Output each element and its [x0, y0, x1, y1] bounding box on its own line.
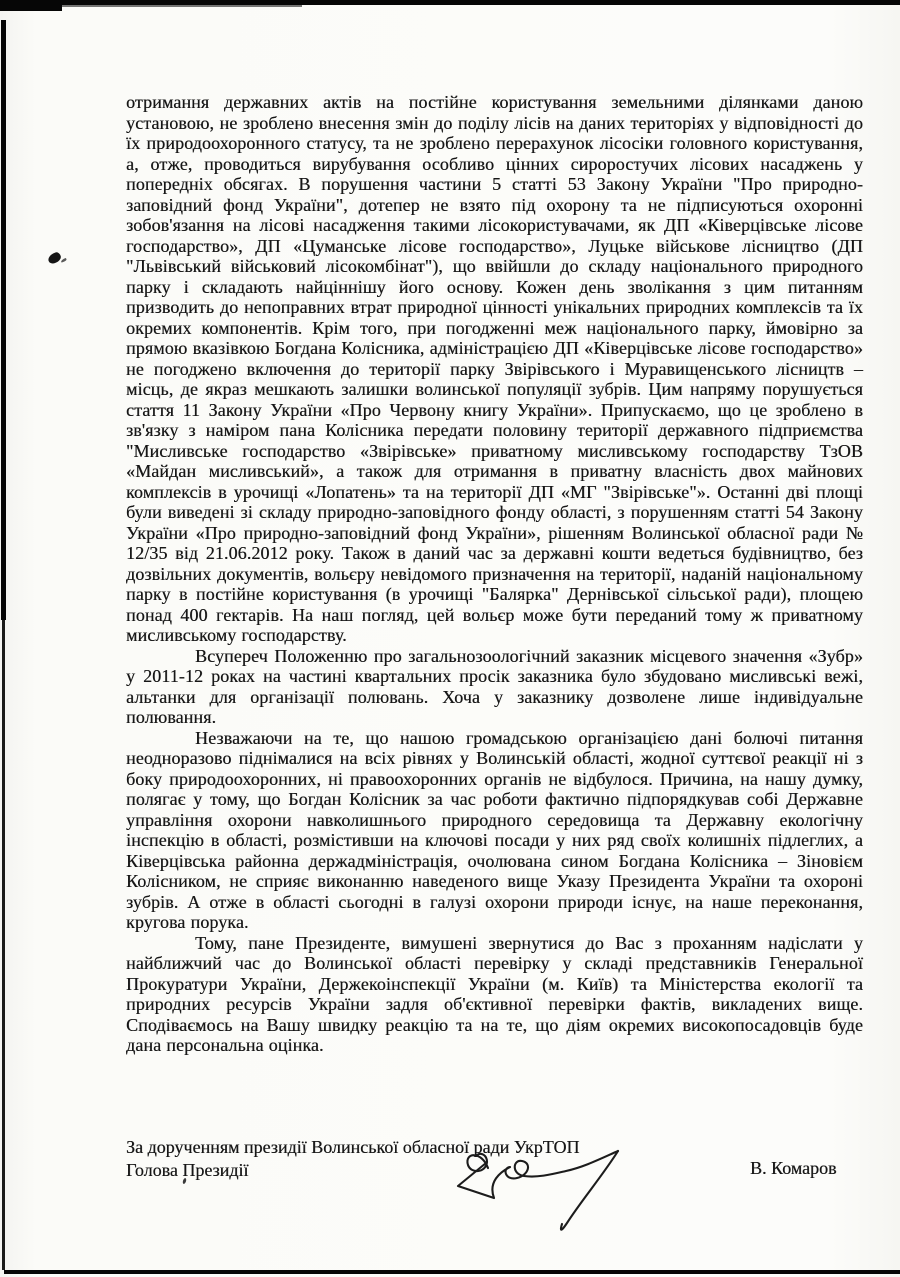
scan-edge-bottom [4, 1270, 900, 1274]
ink-smudge [47, 251, 62, 265]
signer-title: Голова Президії [126, 1160, 249, 1180]
scan-edge-left [1, 20, 6, 620]
scan-edge-top-left-block [0, 0, 62, 11]
scan-edge-top-ragged [62, 5, 302, 7]
paragraph-3: Незважаючи на те, що нашою громадською організацією дані болючі питання неодноразово піднімалися на всіх рівнях у Волинській області, жодної суттєвої реакції ні з боку природоохоронних, ні правоохоронних органів не відбулося. Причина, на нашу думку, полягає у тому, що Богдан Колісник за час роботи фактично підпорядкував собі Державне управління охорони навколишнього природного середовища та Державну екологічну інспекцію в області, розмістивши на ключові посади у них ряд своїх колишніх підлеглих, а Ківерцівська районна держадміністрація, очолювана сином Богдана Колісника – Зіновієм Колісником, не сприяє виконанню наведеного вище Указу Президента України та охороні зубрів. А отже в області сьогодні в галузі охорони природи існує, на наше переконання, кругова порука. [126, 727, 863, 932]
paragraph-4: Тому, пане Президенте, вимушені звернутися до Вас з проханням надіслати у найближчий час до Волинської області перевірку у складі представників Генеральної Прокуратури України, Держекоінспекції України (м. Київ) та Міністерства екології та природних ресурсів України задля об'єктивної перевірки фактів, викладених вище. Сподіваємось на Вашу швидку реакцію та на те, що діям окремих високопосадовців буде дана персональна оцінка. [126, 932, 863, 1055]
signer-name: В. Комаров [750, 1158, 837, 1178]
signature [450, 1146, 635, 1242]
scan-edge-left-thin [2, 612, 5, 1270]
letter-body [126, 92, 863, 1056]
paragraph-1: отримання державних актів на постійне користування земельними ділянками даною установою, не зроблено внесення змін до поділу лісів на даних територіях у відповідності до їх природоохоронного статусу, та не зроблено перерахунок лісосіки головного користування, а, отже, проводиться вирубування особливо цінних сироростучих лісових насаджень у попередніх обсягах. В порушення частини 5 статті 53 Закону України "Про природно-заповідний фонд України", дотепер не взято під охорону та не підписуються охоронні зобов'язання на лісові насадження такими лісокористувачами, як ДП «Ківерцівське лісове господарство», ДП «Цуманське лісове господарство», Луцьке військове лісництво (ДП "Львівський військовий лісокомбінат"), що ввійшли до складу національного природного парку і складають найціннішу його основу. Кожен день зволікання з цим питанням призводить до непоправних втрат природної цінності унікальних природних комплексів та їх окремих компонентів. Крім того, при погодженні меж національного парку, ймовірно за прямою вказівкою Богдана Колісника, адміністрацією ДП «Ківерцівське лісове господарство» не погоджено включення до території парку Звірівського і Муравищенського лісництв – місць, де якраз мешкають залишки волинської популяції зубрів. Цим напряму порушується стаття 11 Закону України «Про Червону книгу України». Припускаємо, що це зроблено в зв'язку з наміром пана Колісника передати половину території державного підприємства "Мисливське господарство «Звірівське» приватному мисливському господарству ТзОВ «Майдан мисливський», а також для отримання в приватну власність двох майнових комплексів в урочищі «Лопатень» та на території ДП «МГ "Звірівське"». Останні дві площі були виведені зі складу природно-заповідного фонду області, з порушенням статті 54 Закону України «Про природно-заповідний фонд України», рішенням Волинської обласної ради № 12/35 від 21.06.2012 року. Також в даний час за державні кошти ведеться будівництво, без дозвільних документів, вольєру невідомого призначення на території, наданій національному парку в постійне користування (в урочищі "Балярка" Дернівської сільської ради), площею понад 400 гектарів. На наш погляд, цей вольєр може бути переданий тому ж приватному мисливському господарству. [126, 92, 863, 645]
paragraph-2: Всупереч Положенню про загальнозоологічний заказник місцевого значення «Зубр» у 2011-12 роках на частині квартальних просік заказника було збудовано мисливські вежі, альтанки для організації полювань. Хоча у заказнику дозволене лише індивідуальне полювання. [126, 645, 863, 727]
commission-line: За дорученням президії Волинської обласної ради УкрТОП [126, 1137, 580, 1157]
